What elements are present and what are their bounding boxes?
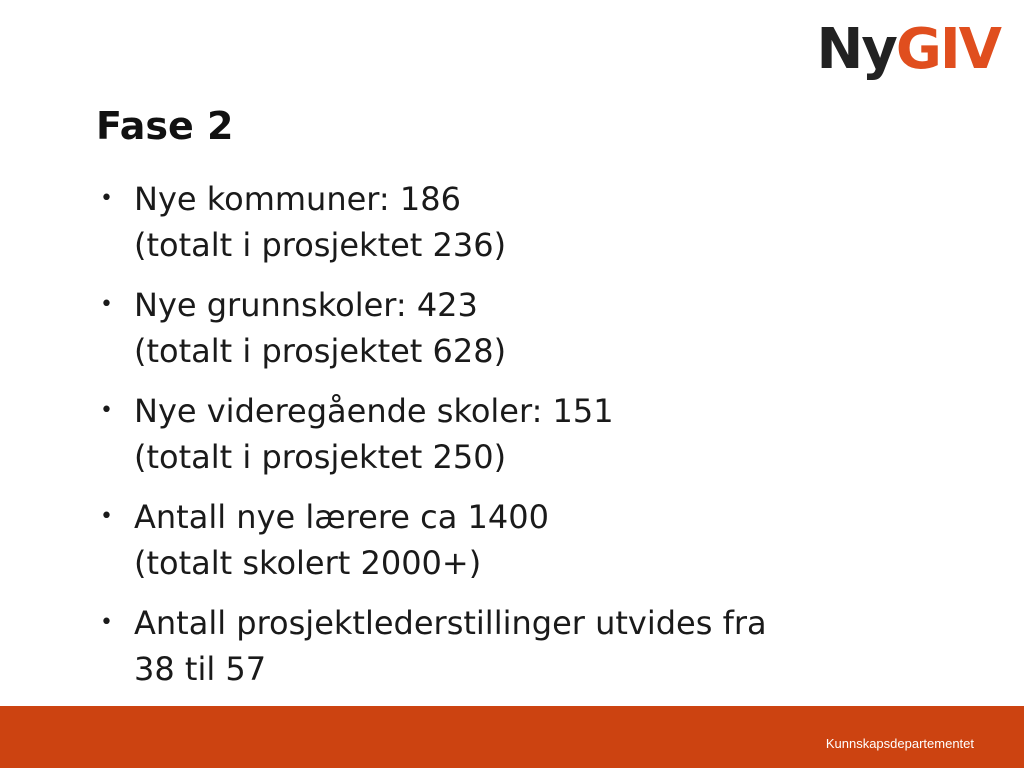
bullet-subline: 38 til 57 (134, 650, 267, 688)
footer-ministry-label: Kunnskapsdepartementet (825, 736, 974, 751)
bullet-item (96, 388, 956, 480)
bullet-line: Nye videregående skoler: 151 (134, 392, 614, 430)
bullet-line: Antall nye lærere ca 1400 (134, 498, 549, 536)
logo-text-ny: Ny (816, 17, 896, 82)
footer-bar (0, 706, 1024, 768)
slide-title: Fase 2 (96, 104, 234, 148)
bullet-dot-icon: • (100, 504, 113, 529)
bullet-dot-icon: • (100, 398, 113, 423)
bullet-item (96, 494, 956, 586)
bullet-line: Nye kommuner: 186 (134, 180, 461, 218)
bullet-subline: (totalt i prosjektet 236) (134, 226, 507, 264)
nygiv-logo (816, 17, 1000, 82)
bullet-dot-icon: • (100, 292, 113, 317)
bullet-subline: (totalt skolert 2000+) (134, 544, 482, 582)
bullet-dot-icon: • (100, 186, 113, 211)
bullet-line: Antall prosjektlederstillinger utvides fra (134, 604, 767, 642)
bullet-subline: (totalt i prosjektet 250) (134, 438, 507, 476)
bullet-subline: (totalt i prosjektet 628) (134, 332, 507, 370)
bullet-dot-icon: • (100, 610, 113, 635)
bullet-item (96, 600, 956, 692)
logo-text-giv: GIV (895, 17, 1000, 82)
bullet-line: Nye grunnskoler: 423 (134, 286, 478, 324)
bullet-list (96, 176, 956, 706)
bullet-item (96, 282, 956, 374)
bullet-item (96, 176, 956, 268)
